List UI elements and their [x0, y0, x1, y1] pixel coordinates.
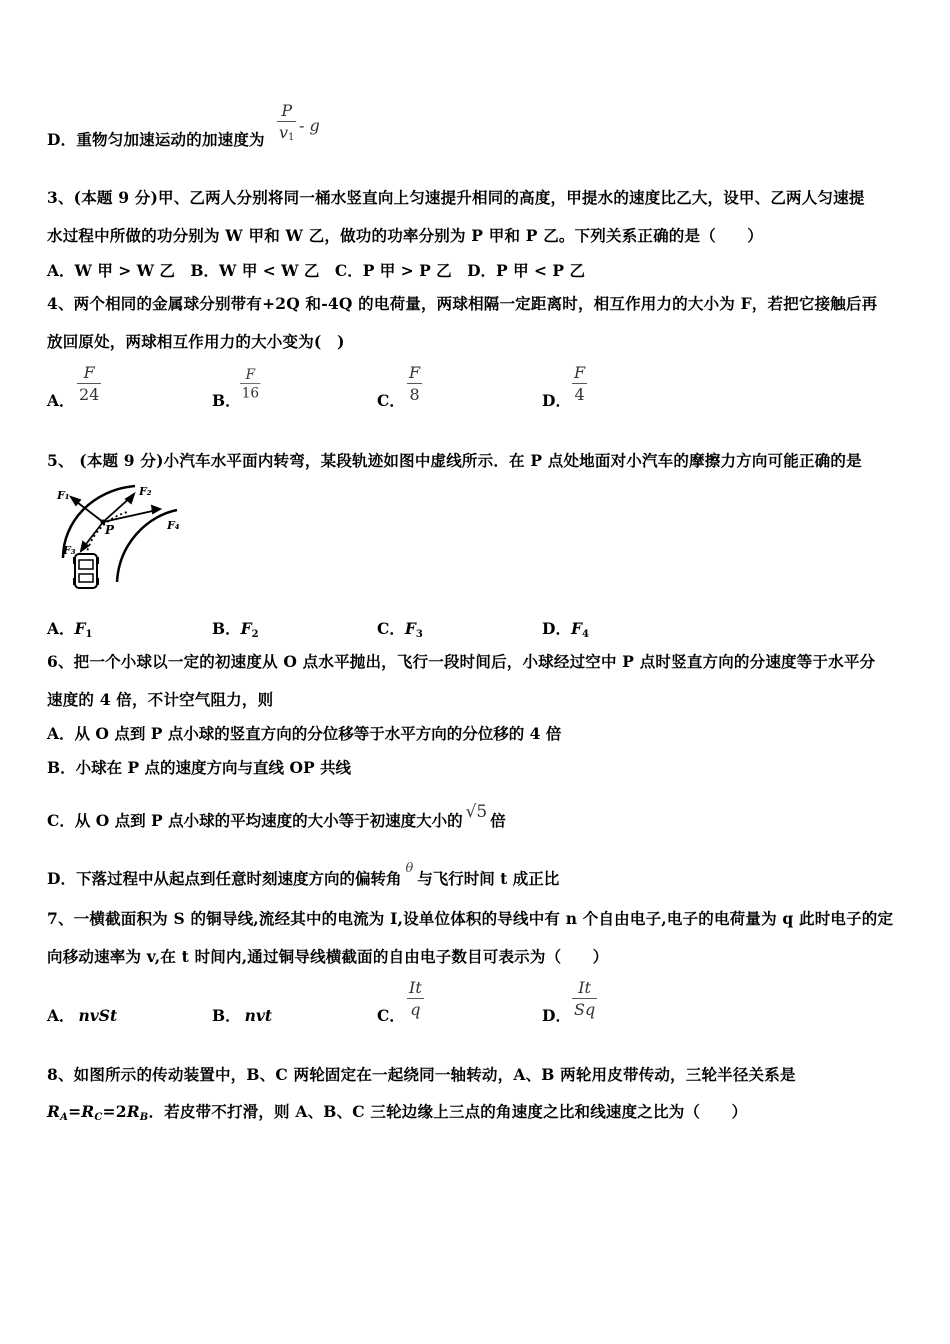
fraction-denominator: 8 [409, 385, 420, 404]
q4-option-d-fraction [572, 363, 587, 404]
radius-c-sub: C [94, 1112, 103, 1123]
q8-line2-text: ．若皮带不打滑，则 A、B、C 三轮边缘上三点的角速度之比和线速度之比为（ ） [148, 1102, 748, 1121]
car-icon [73, 554, 99, 588]
fraction-numerator: It [578, 978, 591, 997]
option-sub: 3 [415, 629, 423, 640]
force-f4-arrowhead [152, 506, 160, 513]
q4-option-a-label: A． [47, 391, 75, 410]
q4-line1: 4、两个相同的金属球分别带有+2Q 和-4Q 的电荷量，两球相隔一定距离时，相互作用力的大小为 F，若把它接触后再 [47, 294, 878, 313]
figure-label-f2: F₂ [139, 485, 152, 498]
q7-option-c-label: C． [377, 1006, 405, 1025]
q7-option-c-fraction [407, 978, 424, 1019]
q6-line1: 6、把一个小球以一定的初速度从 O 点水平抛出，飞行一段时间后，小球经过空中 P 点时竖直方向的分速度等于水平分 [47, 652, 876, 671]
q6-option-b: B．小球在 P 点的速度方向与直线 OP 共线 [47, 758, 351, 777]
option-label: C． [377, 619, 405, 638]
figure-label-f4: F₄ [167, 519, 180, 532]
q6-option-c-tail: 倍 [490, 811, 506, 830]
radius-a-sub: A [60, 1112, 69, 1123]
radius-c: R [81, 1102, 95, 1121]
q6-option-d-text: D．下落过程中从起点到任意时刻速度方向的偏转角 [47, 869, 402, 888]
option-sub: 4 [581, 629, 589, 640]
q6-option-c [47, 802, 506, 831]
q7-option-b [212, 1004, 272, 1026]
option-value: nvt [244, 1006, 273, 1025]
fraction-denominator: 16 [241, 384, 260, 401]
q2-option-d [47, 128, 265, 150]
option-value: F [74, 619, 86, 638]
q7-option-a [47, 1004, 117, 1026]
fraction-denominator-sub: 1 [288, 132, 295, 143]
fraction-numerator: F [83, 363, 95, 382]
q3-line1: 3、(本题 9 分)甲、乙两人分别将同一桶水竖直向上匀速提升相同的高度，甲提水的速度比乙大，设甲、乙两人匀速提 [47, 188, 865, 207]
sqrt5-math: √5 [465, 802, 488, 822]
q7-line1: 7、一横截面积为 S 的铜导线,流经其中的电流为 I,设单位体积的导线中有 n 个自由电子,电子的电荷量为 q 此时电子的定 [47, 909, 894, 928]
q4-option-c-label: C． [377, 391, 405, 410]
q8-line2 [47, 1100, 747, 1123]
fraction-numerator: It [409, 978, 422, 997]
q2-option-d-fraction [277, 101, 296, 143]
q5-line1: 5、 (本题 9 分)小汽车水平面内转弯，某段轨迹如图中虚线所示．在 P 点处地面对小汽车的摩擦力方向可能正确的是 [47, 451, 862, 470]
radius-b: R [126, 1102, 140, 1121]
theta-math: θ [405, 861, 414, 876]
force-f4-arrow [103, 510, 157, 522]
option-value: F [404, 619, 416, 638]
fraction-denominator: Sq [574, 1000, 596, 1019]
q7-option-d-fraction [572, 978, 597, 1019]
option-sub: 2 [251, 629, 259, 640]
q4-option-d-label: D． [542, 391, 571, 410]
fraction-numerator: F [574, 363, 586, 382]
car-turn-figure [47, 482, 197, 598]
q4-option-b-fraction [240, 366, 261, 401]
radius-b-sub: B [139, 1112, 149, 1123]
q6-option-d [47, 861, 559, 889]
fraction-denominator: 24 [79, 385, 100, 404]
q8-line1: 8、如图所示的传动装置中，B、C 两轮固定在一起绕同一轴转动，A、B 两轮用皮带传动，三轮半径关系是 [47, 1065, 796, 1084]
q4-line2: 放回原处，两球相互作用力的大小变为( ) [47, 332, 345, 351]
q5-option-b [212, 617, 259, 640]
option-label: B． [212, 1006, 241, 1025]
q2-option-d-tail: - g [299, 116, 320, 135]
fraction-denominator: q [410, 1000, 421, 1019]
option-label: B． [212, 619, 241, 638]
option-value: F [240, 619, 252, 638]
figure-label-f1: F₁ [57, 489, 70, 502]
q7-line2: 向移动速率为 v,在 t 时间内,通过铜导线横截面的自由电子数目可表示为（ ） [47, 947, 609, 966]
equals-two: =2 [102, 1102, 127, 1121]
fraction-numerator: F [245, 366, 256, 383]
fraction-numerator: P [281, 101, 293, 120]
fraction-denominator: v [279, 123, 289, 142]
force-f2-arrowhead [126, 494, 134, 503]
q6-line2: 速度的 4 倍，不计空气阻力，则 [47, 690, 274, 709]
q6-option-c-text: C．从 O 点到 P 点小球的平均速度的大小等于初速度大小的 [47, 811, 463, 830]
q5-option-a [47, 617, 93, 640]
q7-option-d-label: D． [542, 1006, 571, 1025]
q3-line2: 水过程中所做的功分别为 W 甲和 W 乙，做功的功率分别为 P 甲和 P 乙。下列关系正确的是（ ） [47, 226, 763, 245]
q3-options: A．W 甲 > W 乙 B．W 甲 < W 乙 C．P 甲 > P 乙 D．P 甲 < P 乙 [47, 261, 585, 280]
fraction-denominator: 4 [574, 385, 585, 404]
figure-label-f3: F₃ [63, 544, 76, 557]
q5-option-d [542, 617, 589, 640]
option-label: A． [47, 1006, 75, 1025]
option-label: D． [542, 619, 571, 638]
q4-option-c-fraction [407, 363, 422, 404]
q2-option-d-label: D． [47, 130, 77, 149]
fraction-numerator: F [409, 363, 421, 382]
option-label: A． [47, 619, 75, 638]
option-value: nvSt [78, 1006, 118, 1025]
q4-option-b-label: B． [212, 391, 241, 410]
option-sub: 1 [85, 629, 93, 640]
q6-option-d-tail: 与飞行时间 t 成正比 [417, 869, 560, 888]
radius-a: R [47, 1102, 61, 1121]
equals-sign: = [68, 1102, 82, 1121]
q6-option-a: A．从 O 点到 P 点小球的竖直方向的分位移等于水平方向的分位移的 4 倍 [47, 724, 562, 743]
q2-option-d-text: 重物匀加速运动的加速度为 [76, 130, 265, 149]
option-value: F [570, 619, 582, 638]
q5-option-c [377, 617, 423, 640]
figure-label-p: P [105, 523, 115, 537]
q4-option-a-fraction [77, 363, 101, 404]
